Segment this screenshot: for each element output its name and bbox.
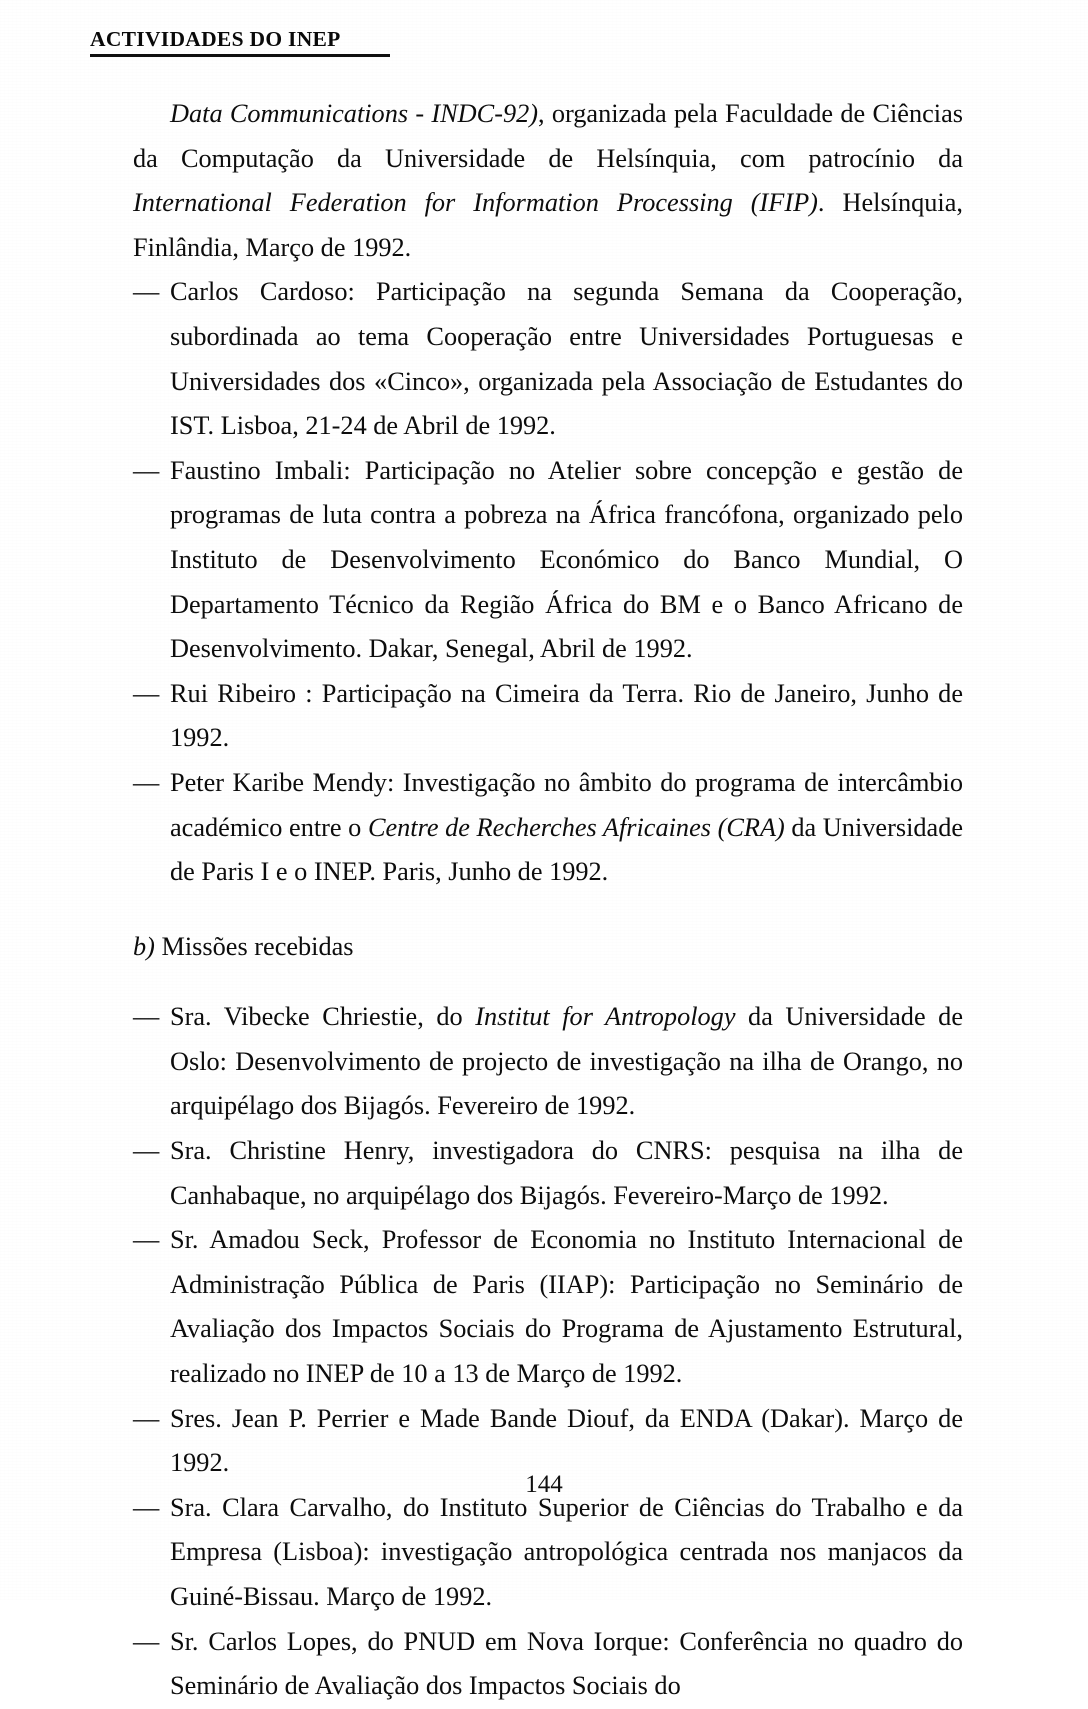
section-marker: b) (133, 931, 155, 961)
list-item-text: Sres. Jean P. Perrier e Made Bande Diouf, da ENDA (Dakar). Março de 1992. (170, 1403, 963, 1478)
list-item (133, 672, 963, 761)
em-dash-marker: — (133, 767, 160, 797)
lead-paragraph-roman-1: , organizada pela Faculdade de Ciências da Computação da Universidade de Helsínquia, com patrocínio da (133, 99, 963, 173)
em-dash-marker: — (133, 1002, 160, 1032)
list-item-text-roman-1: Sra. Vibecke Chriestie, do (170, 1002, 476, 1032)
list-item-text: Sra. Clara Carvalho, do Instituto Superior de Ciências do Trabalho e da Empresa (Lisboa): investigação antropológica centrada nos manjacos da Guiné-Bissau. Março de 1992. (170, 1492, 963, 1611)
list-item-text-roman-2: da Universidade de Oslo: Desenvolvimento de projecto de investigação na ilha de Orango, no arquipélago dos Bijagós. Fevereiro de 1992. (170, 1002, 963, 1121)
em-dash-marker: — (133, 678, 160, 708)
list-item-text: Rui Ribeiro : Participação na Cimeira da Terra. Rio de Janeiro, Junho de 1992. (170, 678, 963, 753)
list-item-text-italic-1: Institut for Antropology (475, 1002, 736, 1032)
running-head-title: ACTIVIDADES DO INEP (90, 27, 341, 51)
list-item-text: Faustino Imbali: Participação no Atelier sobre concepção e gestão de programas de luta contra a pobreza na África francófona, organizado pelo Instituto de Desenvolvimento Económico do Banco Mundial, O Departamento Técnico da Região África do BM e o Banco Africano de Desenvolvimento. Dakar, Senegal, Abril de 1992. (170, 455, 963, 664)
list-item (133, 1218, 963, 1396)
list-item-text-italic-1: Centre de Recherches Africaines (CRA) (367, 812, 785, 842)
lead-paragraph (133, 92, 963, 270)
list-item (133, 1129, 963, 1218)
running-head (90, 28, 590, 57)
page-number: 144 (525, 1471, 563, 1498)
em-dash-marker: — (133, 455, 160, 485)
em-dash-marker: — (133, 1225, 160, 1255)
running-head-rule (90, 54, 390, 57)
list-item (133, 1620, 963, 1709)
lead-paragraph-italic-2: International Federation for Information Processing (IFIP) (133, 188, 818, 218)
list-item-text: Sr. Amadou Seck, Professor de Economia no Instituto Internacional de Administração Pública de Paris (IIAP): Participação no Seminário de Avaliação dos Impactos Sociais do Programa de Ajustamento Estrutural, realizado no INEP de 10 a 13 de Março de 1992. (170, 1225, 963, 1389)
section-title: Missões recebidas (154, 931, 354, 961)
section-heading-b (133, 925, 963, 970)
list-item-text-roman-2: da Universidade de Paris I e o INEP. Paris, Junho de 1992. (170, 812, 964, 887)
list-item-text-roman-1: Peter Karibe Mendy: Investigação no âmbito do programa de intercâmbio académico entre o (170, 767, 963, 842)
list-item-text: Sra. Christine Henry, investigadora do CNRS: pesquisa na ilha de Canhabaque, no arquipélago dos Bijagós. Fevereiro-Março de 1992. (170, 1136, 963, 1210)
list-item (133, 761, 963, 895)
list-item-text: Sr. Carlos Lopes, do PNUD em Nova Iorque: Conferência no quadro do Seminário de Avaliação dos Impactos Sociais do (170, 1626, 963, 1701)
list-item (133, 995, 963, 1129)
lead-paragraph-italic-1: Data Communications - INDC-92) (170, 99, 539, 128)
list-item (133, 270, 963, 448)
em-dash-marker: — (133, 1136, 160, 1166)
text-column (133, 92, 963, 1709)
list-item (133, 449, 963, 672)
em-dash-marker: — (133, 277, 160, 307)
list-item-text: Carlos Cardoso: Participação na segunda Semana da Cooperação, subordinada ao tema Cooperação entre Universidades Portuguesas e Universidades dos «Cinco», organizada pela Associação de Estudantes do IST. Lisboa, 21-24 de Abril de 1992. (170, 277, 963, 441)
em-dash-marker: — (133, 1626, 160, 1656)
em-dash-marker: — (133, 1403, 160, 1433)
lead-paragraph-roman-2: . Helsínquia, Finlândia, Março de 1992. (133, 188, 963, 262)
em-dash-marker: — (133, 1492, 160, 1522)
